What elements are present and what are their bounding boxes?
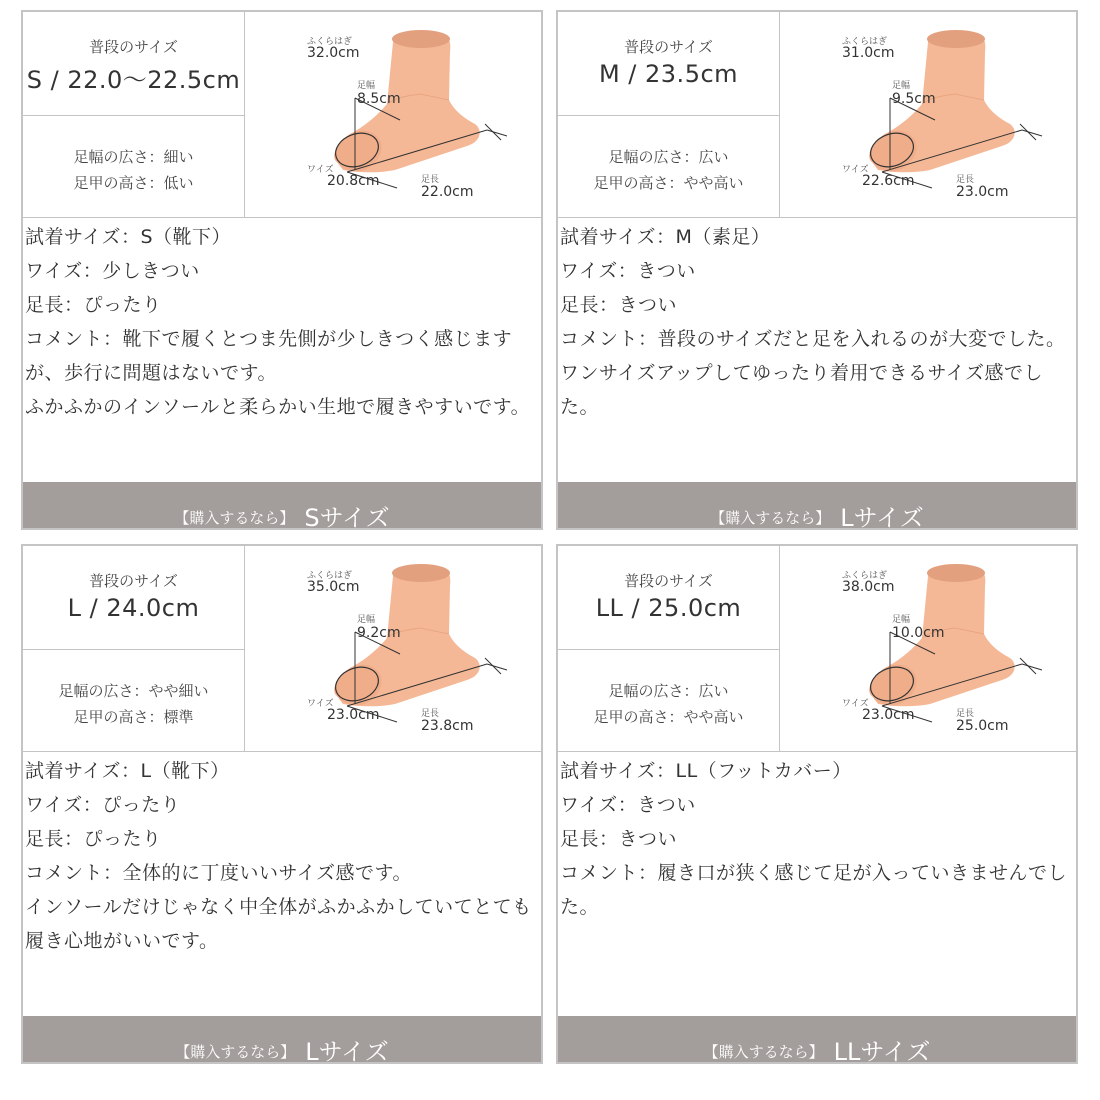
width-label: 足幅 xyxy=(357,615,376,625)
length-value: 22.0cm xyxy=(421,184,474,200)
calf-value: 38.0cm xyxy=(842,579,895,595)
usual-size-label: 普段のサイズ xyxy=(89,38,178,56)
wise-value: 20.8cm xyxy=(327,173,380,189)
width-value: 10.0cm xyxy=(892,625,945,641)
recommend-bar xyxy=(23,1016,541,1066)
recommend-size: Lサイズ xyxy=(840,504,924,532)
calf-label: ふくらはぎ xyxy=(307,571,353,581)
foot-height-text: 足甲の高さ：やや高い xyxy=(593,174,744,192)
usual-size-value: S / 22.0〜22.5cm xyxy=(26,66,241,94)
review-line: 試着サイズ：S（靴下） xyxy=(25,226,232,248)
foot-shape-box xyxy=(558,116,780,217)
review-line: 足長：ぴったり xyxy=(25,294,162,316)
review-card-3 xyxy=(21,544,543,1064)
review-line: 足長：きつい xyxy=(560,294,678,316)
length-value: 25.0cm xyxy=(956,718,1009,734)
review-line: 試着サイズ：LL（フットカバー） xyxy=(560,760,852,782)
review-line: インソールだけじゃなく中全体がふかふかしていてとても履き心地がいいです。 xyxy=(25,896,532,952)
calf-label: ふくらはぎ xyxy=(307,37,353,47)
length-value: 23.8cm xyxy=(421,718,474,734)
length-label: 足長 xyxy=(956,709,975,719)
wise-label: ワイズ xyxy=(842,699,869,709)
usual-size-value: M / 23.5cm xyxy=(598,60,739,88)
review-card-2 xyxy=(556,10,1078,530)
width-label: 足幅 xyxy=(892,81,911,91)
foot-illustration xyxy=(245,546,541,751)
review-text xyxy=(25,754,541,958)
review-line: 足長：ぴったり xyxy=(25,828,162,850)
foot-height-text: 足甲の高さ：やや高い xyxy=(593,708,744,726)
foot-width-text: 足幅の広さ：細い xyxy=(73,148,194,166)
review-line: ふかふかのインソールと柔らかい生地で履きやすいです。 xyxy=(25,396,531,418)
length-value: 23.0cm xyxy=(956,184,1009,200)
review-line: ワイズ：ぴったり xyxy=(25,794,181,816)
length-label: 足長 xyxy=(956,175,975,185)
recommend-size: Lサイズ xyxy=(305,1038,389,1066)
review-text xyxy=(25,220,541,424)
wise-value: 22.6cm xyxy=(862,173,915,189)
wise-label: ワイズ xyxy=(307,699,334,709)
usual-size-label: 普段のサイズ xyxy=(624,572,713,590)
review-line: ワイズ：少しきつい xyxy=(25,260,200,282)
width-value: 9.2cm xyxy=(357,625,401,641)
foot-height-text: 足甲の高さ：低い xyxy=(73,174,194,192)
review-line: コメント：履き口が狭く感じて足が入っていきませんでした。 xyxy=(560,862,1068,918)
usual-size-value: L / 24.0cm xyxy=(67,594,200,622)
foot-shape-box xyxy=(23,650,245,751)
usual-size-box xyxy=(558,12,780,116)
usual-size-label: 普段のサイズ xyxy=(624,38,713,56)
review-line: コメント：全体的に丁度いいサイズ感です。 xyxy=(25,862,412,884)
recommend-size: Sサイズ xyxy=(304,504,390,532)
wise-label: ワイズ xyxy=(307,165,334,175)
card-top xyxy=(558,546,1076,752)
foot-illustration xyxy=(780,12,1076,217)
foot-figure xyxy=(245,12,541,217)
recommend-bar xyxy=(558,482,1076,532)
foot-figure xyxy=(780,546,1076,751)
wise-label: ワイズ xyxy=(842,165,869,175)
recommend-bar xyxy=(23,482,541,532)
review-line: コメント：普段のサイズだと足を入れるのが大変でした。ワンサイズアップしてゆったり着用できるサイズ感でした。 xyxy=(560,328,1066,418)
foot-height-text: 足甲の高さ：標準 xyxy=(73,708,194,726)
card-top xyxy=(23,546,541,752)
usual-size-box xyxy=(558,546,780,650)
calf-label: ふくらはぎ xyxy=(842,37,888,47)
recommend-prefix: 【購入するなら】 xyxy=(175,1043,296,1061)
recommend-prefix: 【購入するなら】 xyxy=(710,509,831,527)
review-line: 足長：きつい xyxy=(560,828,678,850)
length-label: 足長 xyxy=(421,709,440,719)
review-line: ワイズ：きつい xyxy=(560,794,696,816)
calf-value: 31.0cm xyxy=(842,45,895,61)
card-top xyxy=(23,12,541,218)
foot-figure xyxy=(245,546,541,751)
review-line: コメント：靴下で履くとつま先側が少しきつく感じますが、歩行に問題はないです。 xyxy=(25,328,513,384)
width-value: 8.5cm xyxy=(357,91,401,107)
recommend-size: LLサイズ xyxy=(833,1038,931,1066)
wise-value: 23.0cm xyxy=(862,707,915,723)
foot-illustration xyxy=(780,546,1076,751)
review-line: ワイズ：きつい xyxy=(560,260,696,282)
review-card-4 xyxy=(556,544,1078,1064)
foot-illustration xyxy=(245,12,541,217)
foot-figure xyxy=(780,12,1076,217)
foot-shape-box xyxy=(558,650,780,751)
review-card-1 xyxy=(21,10,543,530)
calf-label: ふくらはぎ xyxy=(842,571,888,581)
usual-size-box xyxy=(23,12,245,116)
usual-size-box xyxy=(23,546,245,650)
review-text xyxy=(560,754,1076,924)
foot-shape-box xyxy=(23,116,245,217)
recommend-prefix: 【購入するなら】 xyxy=(174,509,295,527)
foot-width-text: 足幅の広さ：広い xyxy=(608,148,729,166)
length-label: 足長 xyxy=(421,175,440,185)
card-top xyxy=(558,12,1076,218)
usual-size-label: 普段のサイズ xyxy=(89,572,178,590)
usual-size-value: LL / 25.0cm xyxy=(595,594,742,622)
recommend-bar xyxy=(558,1016,1076,1066)
foot-width-text: 足幅の広さ：やや細い xyxy=(58,682,209,700)
wise-value: 23.0cm xyxy=(327,707,380,723)
review-text xyxy=(560,220,1076,424)
review-line: 試着サイズ：L（靴下） xyxy=(25,760,230,782)
width-label: 足幅 xyxy=(892,615,911,625)
recommend-prefix: 【購入するなら】 xyxy=(703,1043,824,1061)
calf-value: 35.0cm xyxy=(307,579,360,595)
review-line: 試着サイズ：M（素足） xyxy=(560,226,771,248)
width-label: 足幅 xyxy=(357,81,376,91)
width-value: 9.5cm xyxy=(892,91,936,107)
calf-value: 32.0cm xyxy=(307,45,360,61)
foot-width-text: 足幅の広さ：広い xyxy=(608,682,729,700)
